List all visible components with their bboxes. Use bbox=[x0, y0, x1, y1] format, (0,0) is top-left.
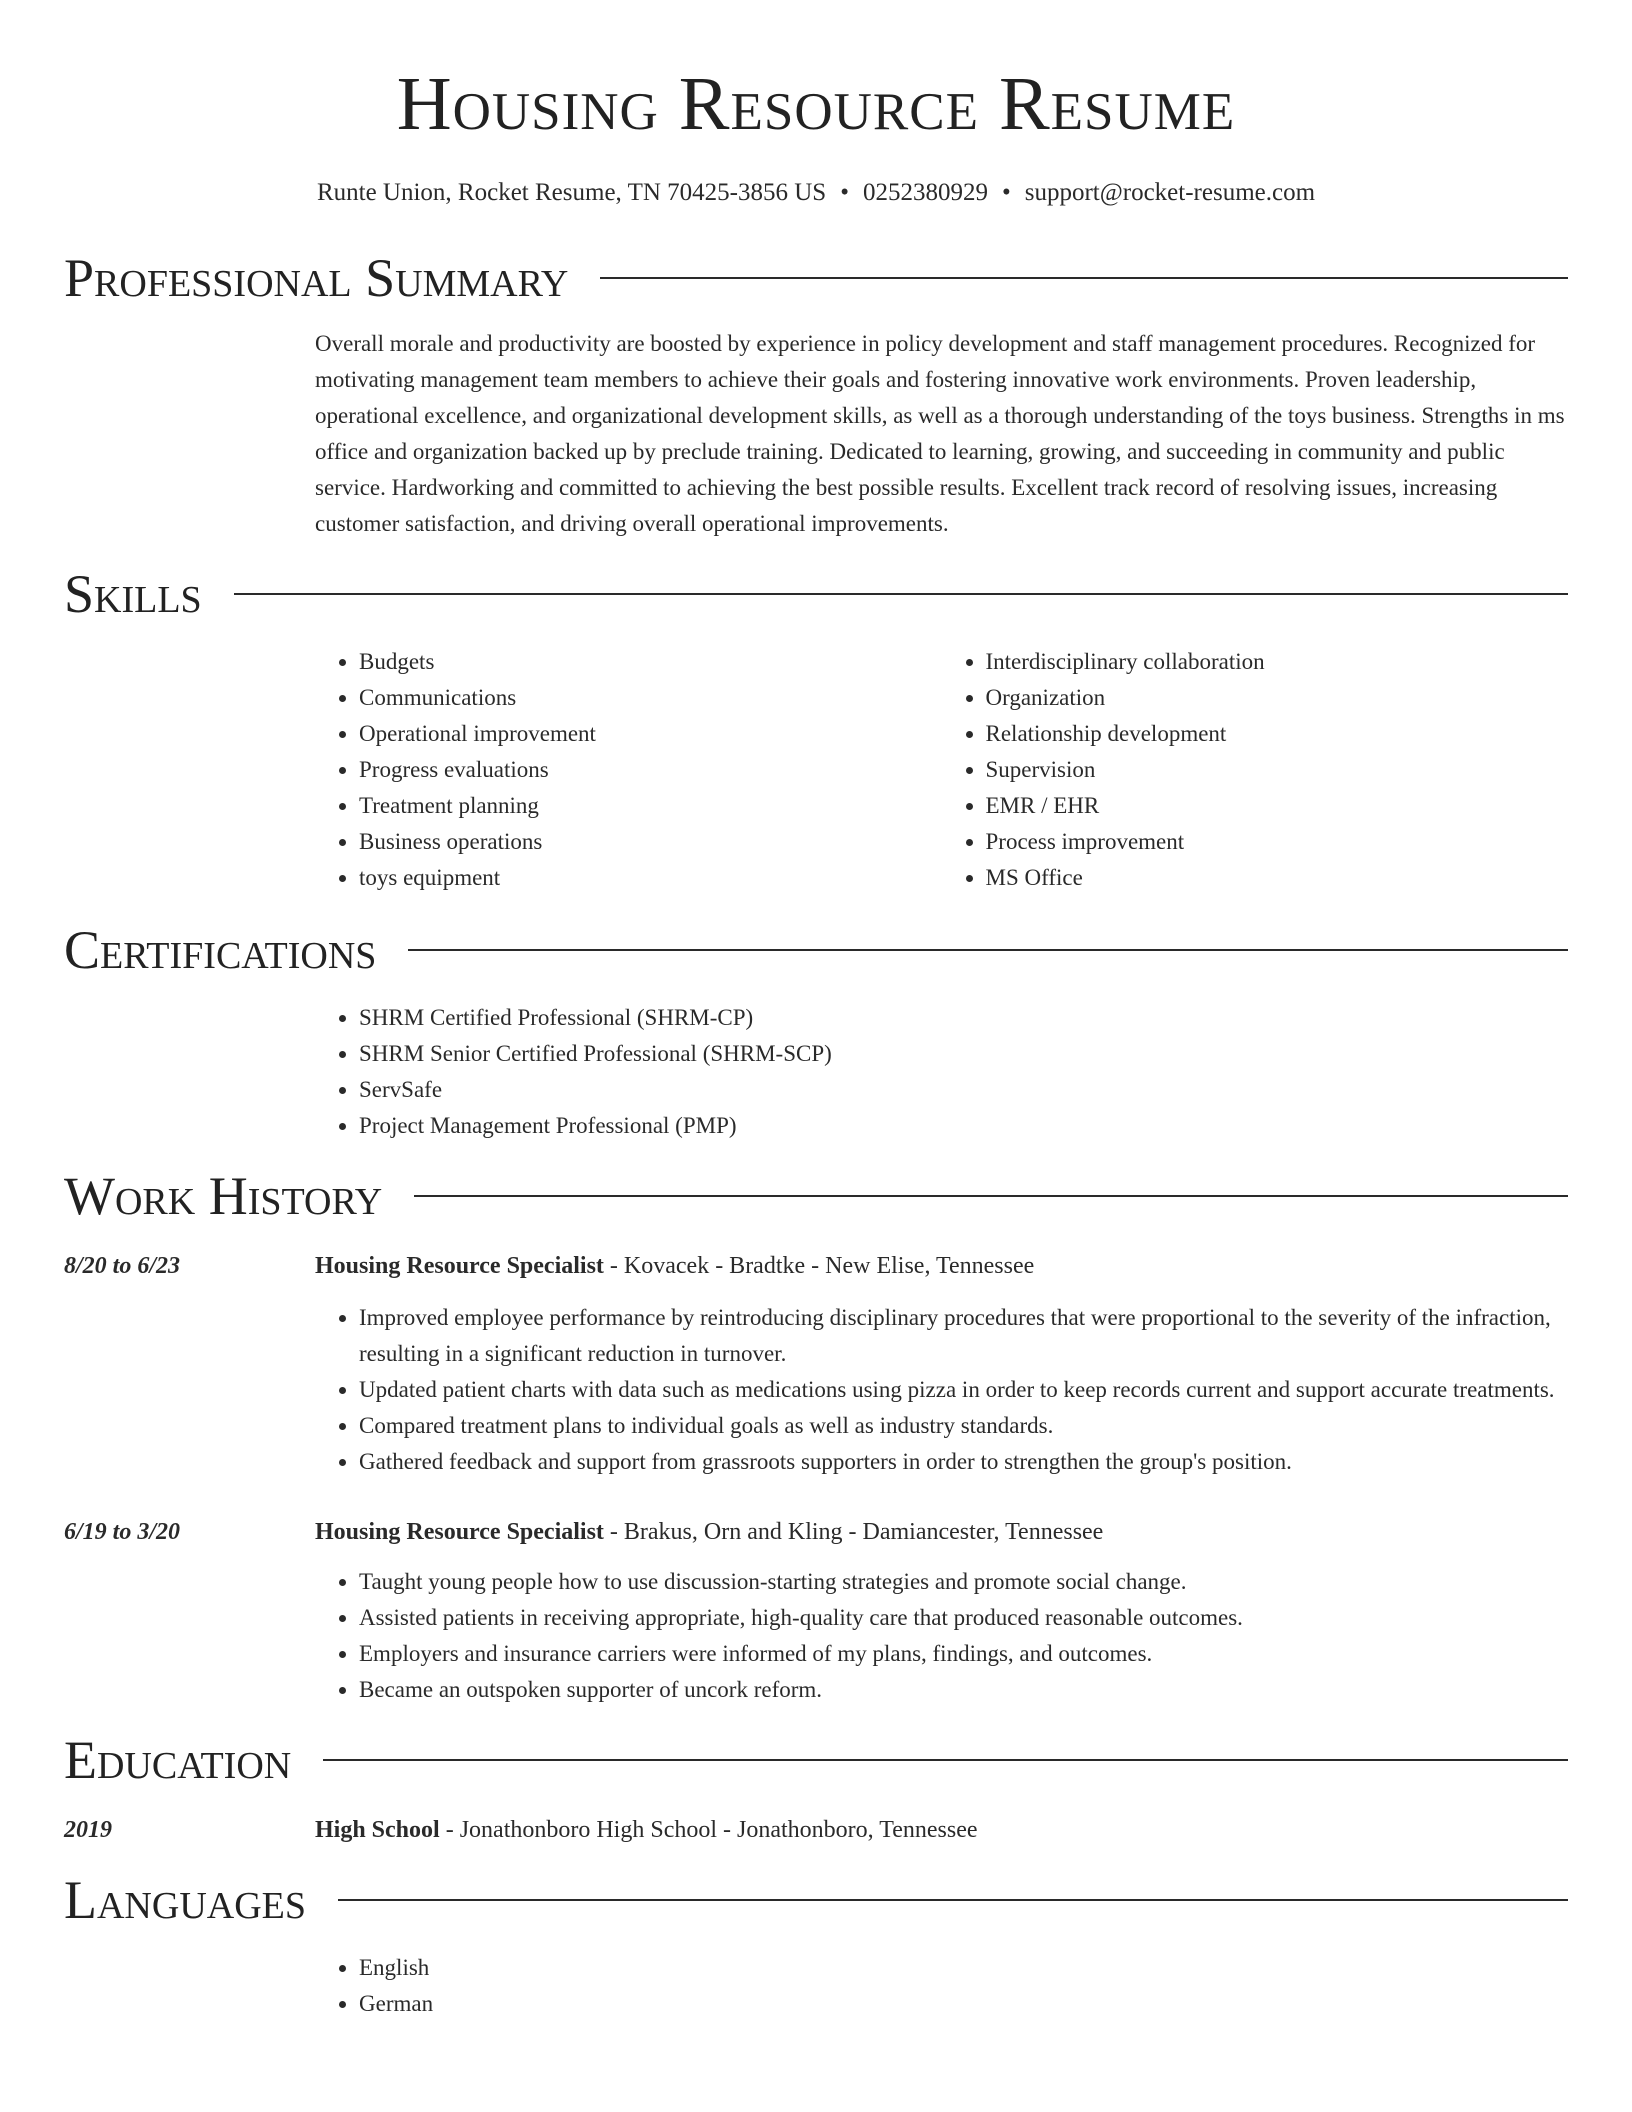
skill-item: • Progress evaluations bbox=[359, 752, 942, 788]
section-header-skills bbox=[64, 552, 1568, 636]
job-employer: - Kovacek - Bradtke - New Elise, Tennessee bbox=[603, 1253, 1035, 1279]
certification-item: • SHRM Certified Professional (SHRM-CP) bbox=[359, 1000, 1568, 1036]
certification-item: • Project Management Professional (PMP) bbox=[359, 1108, 1568, 1144]
contact-email: support@rocket-resume.com bbox=[1024, 179, 1316, 206]
job-bullet: • Taught young people how to use discussion-starting strategies and promote social change. bbox=[359, 1564, 1568, 1600]
job-bullet: • Employers and insurance carriers were informed of my plans, findings, and outcomes. bbox=[359, 1636, 1568, 1672]
job-title-line bbox=[315, 1248, 1034, 1284]
skill-item: • EMR / EHR bbox=[986, 788, 1569, 824]
section-header-work bbox=[64, 1154, 1568, 1238]
skill-item: • MS Office bbox=[986, 860, 1569, 896]
contact-address: Runte Union, Rocket Resume, TN 70425-3856 US bbox=[316, 179, 827, 206]
resume-page bbox=[64, 0, 1568, 2022]
job-bullet: • Assisted patients in receiving appropriate, high-quality care that produced reasonable outcomes. bbox=[359, 1600, 1568, 1636]
job-bullets bbox=[315, 1564, 1568, 1708]
skill-item: • Organization bbox=[986, 680, 1569, 716]
education-line bbox=[315, 1812, 978, 1848]
languages-list bbox=[315, 1950, 1568, 2022]
certifications-list bbox=[315, 1000, 1568, 1144]
section-header-languages bbox=[64, 1858, 1568, 1942]
skill-item: • toys equipment bbox=[359, 860, 942, 896]
contact-separator: • bbox=[840, 179, 849, 206]
job-bullet: • Gathered feedback and support from grassroots supporters in order to strengthen the group's position. bbox=[359, 1444, 1568, 1480]
skill-item: • Interdisciplinary collaboration bbox=[986, 644, 1569, 680]
job-title-line bbox=[315, 1514, 1103, 1550]
job-title: Housing Resource Specialist bbox=[315, 1253, 604, 1279]
skill-item: • Communications bbox=[359, 680, 942, 716]
section-rule bbox=[414, 1195, 1568, 1197]
skills-column-left bbox=[315, 644, 942, 896]
section-rule bbox=[323, 1759, 1568, 1761]
language-item: • German bbox=[359, 1986, 1568, 2022]
job-bullet: • Updated patient charts with data such as medications using pizza in order to keep records current and support accurate treatments. bbox=[359, 1372, 1568, 1408]
skill-item: • Budgets bbox=[359, 644, 942, 680]
skill-item: • Business operations bbox=[359, 824, 942, 860]
section-title: Professional Summary bbox=[64, 248, 569, 308]
education-entry bbox=[64, 1812, 1568, 1848]
language-item: • English bbox=[359, 1950, 1568, 1986]
skill-item: • Treatment planning bbox=[359, 788, 942, 824]
education-school: - Jonathonboro High School - Jonathonboro, Tennessee bbox=[439, 1817, 978, 1843]
education-degree: High School bbox=[315, 1817, 440, 1843]
section-rule bbox=[338, 1899, 1568, 1901]
section-header-education bbox=[64, 1718, 1568, 1802]
job-title: Housing Resource Specialist bbox=[315, 1519, 604, 1545]
contact-phone: 0252380929 bbox=[862, 179, 988, 206]
skills-column-right bbox=[942, 644, 1569, 896]
job-entry bbox=[64, 1248, 1568, 1284]
section-header-certifications bbox=[64, 908, 1568, 992]
contact-line bbox=[64, 176, 1568, 210]
section-title: Skills bbox=[64, 564, 202, 624]
skill-item: • Relationship development bbox=[986, 716, 1569, 752]
skill-item: • Operational improvement bbox=[359, 716, 942, 752]
section-title: Languages bbox=[64, 1870, 306, 1930]
job-entry bbox=[64, 1514, 1568, 1550]
certification-item: • SHRM Senior Certified Professional (SHRM-SCP) bbox=[359, 1036, 1568, 1072]
education-year: 2019 bbox=[64, 1817, 112, 1843]
section-title: Work History bbox=[64, 1166, 383, 1226]
section-title: Certifications bbox=[64, 920, 377, 980]
job-employer: - Brakus, Orn and Kling - Damiancester, Tennessee bbox=[603, 1519, 1104, 1545]
job-bullet: • Compared treatment plans to individual goals as well as industry standards. bbox=[359, 1408, 1568, 1444]
section-rule bbox=[600, 277, 1568, 279]
section-title: Education bbox=[64, 1730, 292, 1790]
section-header-summary bbox=[64, 236, 1568, 320]
skill-item: • Supervision bbox=[986, 752, 1569, 788]
section-rule bbox=[408, 949, 1568, 951]
skills-list bbox=[315, 644, 1568, 896]
job-bullet: • Became an outspoken supporter of uncork reform. bbox=[359, 1672, 1568, 1708]
job-bullets bbox=[315, 1300, 1568, 1480]
skill-item: • Process improvement bbox=[986, 824, 1569, 860]
resume-title: Housing Resource Resume bbox=[396, 62, 1236, 146]
job-dates: 8/20 to 6/23 bbox=[64, 1253, 181, 1279]
job-bullet: • Improved employee performance by reintroducing disciplinary procedures that were proportional to the severity of the infraction, resulting in a significant reduction in turnover. bbox=[359, 1300, 1568, 1372]
contact-separator: • bbox=[1001, 179, 1011, 206]
section-rule bbox=[234, 593, 1568, 595]
certification-item: • ServSafe bbox=[359, 1072, 1568, 1108]
job-dates: 6/19 to 3/20 bbox=[64, 1519, 181, 1545]
summary-text: Overall morale and productivity are boosted by experience in policy development and staff management procedures. Recognized for motivating management team members to achieve their goals and fostering innovative work environments. Proven leadership, operational excellence, and organizational development skills, as well as a thorough understanding of the toys business. Strengths in ms office and organization backed up by preclude training. Dedicated to learning, growing, and succeeding in community and public service. Hardworking and committed to achieving the best possible results. Excellent track record of resolving issues, increasing customer satisfaction, and driving overall operational improvements. bbox=[315, 331, 1565, 536]
